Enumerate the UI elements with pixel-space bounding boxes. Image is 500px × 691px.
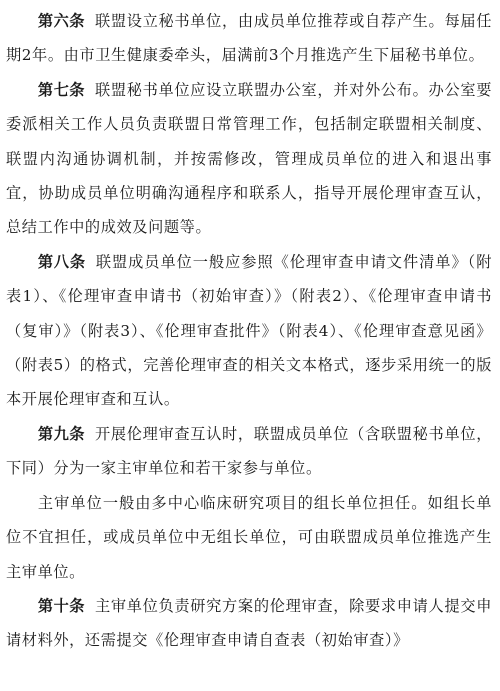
article-8-number: 第八条	[37, 252, 86, 271]
article-6-paragraph	[6, 4, 492, 73]
article-10-paragraph	[6, 589, 492, 658]
article-9-continuation-text: 主审单位一般由多中心临床研究项目的组长单位担任。如组长单位不宜担任，或成员单位中无组长单位，可由联盟成员单位推选产生主审单位。	[6, 493, 492, 581]
article-10-text: 主审单位负责研究方案的伦理审查，除要求申请人提交申请材料外，还需提交《伦理审查申请自查表（初始审查）》	[6, 596, 493, 650]
article-7-number: 第七条	[37, 80, 85, 99]
article-10-number: 第十条	[37, 596, 85, 615]
article-6-number: 第六条	[37, 12, 85, 30]
article-6-text: 联盟设立秘书单位，由成员单位推荐或自荐产生。每届任期2年。由市卫生健康委牵头，届满前3个月推选产生下届秘书单位。	[6, 12, 493, 65]
article-8-paragraph	[6, 245, 492, 417]
article-7-paragraph	[6, 73, 492, 245]
article-9-paragraph	[6, 417, 492, 486]
article-9-continuation-paragraph	[6, 486, 492, 589]
article-8-text: 联盟成员单位一般应参照《伦理审查申请文件清单》（附表1）、《伦理审查申请书（初始审查）》（附表2）、《伦理审查申请书（复审）》（附表3）、《伦理审查批件》（附表4）、《伦理审查意见函》（附表5）的格式，完善伦理审查的相关文本格式，逐步采用统一的版本开展伦理审查和互认。	[6, 252, 492, 409]
article-9-number: 第九条	[37, 424, 85, 443]
article-7-text: 联盟秘书单位应设立联盟办公室，并对外公布。办公室要委派相关工作人员负责联盟日常管理工作，包括制定联盟相关制度、联盟内沟通协调机制，并按需修改，管理成员单位的进入和退出事宜，协助成员单位明确沟通程序和联系人，指导开展伦理审查互认，总结工作中的成效及问题等。	[6, 80, 493, 237]
article-9-text: 开展伦理审查互认时，联盟成员单位（含联盟秘书单位，下同）分为一家主审单位和若干家参与单位。	[6, 424, 493, 478]
